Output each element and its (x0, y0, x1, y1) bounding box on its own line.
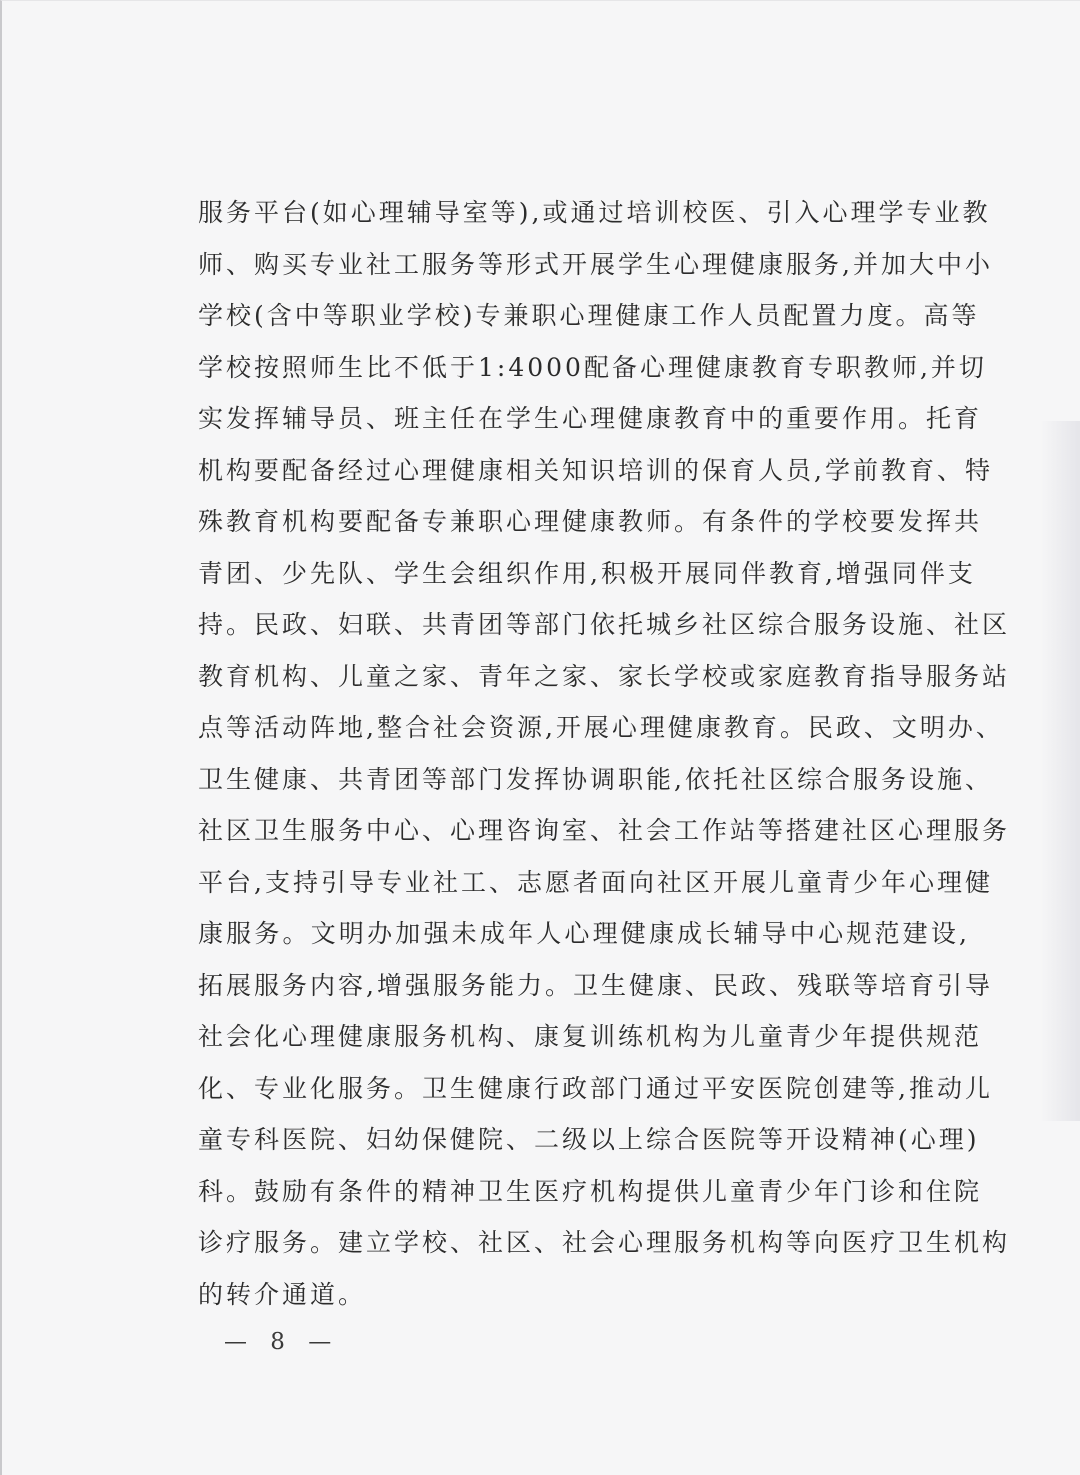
text-line: 诊疗服务。建立学校、社区、社会心理服务机构等向医疗卫生机构 (198, 1228, 1011, 1257)
text-line: 青团、少先队、学生会组织作用,积极开展同伴教育,增强同伴支 (198, 558, 976, 588)
text-line: 教育机构、儿童之家、青年之家、家长学校或家庭教育指导服务站 (198, 661, 1011, 691)
text-line: 平台,支持引导专业社工、志愿者面向社区开展儿童青少年心理健 (198, 867, 993, 897)
text-line: 学校(含中等职业学校)专兼职心理健康工作人员配置力度。高等 (198, 301, 980, 330)
text-line: 殊教育机构要配备专兼职心理健康教师。有条件的学校要发挥共 (198, 507, 983, 536)
text-line: 的转介通道。 (198, 1279, 367, 1309)
text-line: 社区卫生服务中心、心理咨询室、社会工作站等搭建社区心理服务 (198, 816, 1011, 845)
text-line: 社会化心理健康服务机构、康复训练机构为儿童青少年提供规范 (198, 1022, 983, 1051)
page-number: — 8 — (224, 1329, 340, 1355)
text-line: 实发挥辅导员、班主任在学生心理健康教育中的重要作用。托育 (198, 404, 983, 433)
text-line: 科。鼓励有条件的精神卫生医疗机构提供儿童青少年门诊和住院 (198, 1176, 983, 1206)
text-line: 学校按照师生比不低于1:4000配备心理健康教育专职教师,并切 (198, 352, 987, 382)
text-line: 服务平台(如心理辅导室等),或通过培训校医、引入心理学专业教 (198, 198, 991, 227)
text-line: 卫生健康、共青团等部门发挥协调职能,依托社区综合服务设施、 (198, 764, 993, 794)
body-paragraph (198, 187, 1011, 1320)
text-line: 康服务。文明办加强未成年人心理健康成长辅导中心规范建设, (198, 919, 970, 948)
text-line: 机构要配备经过心理健康相关知识培训的保育人员,学前教育、特 (198, 455, 993, 485)
text-line: 拓展服务内容,增强服务能力。卫生健康、民政、残联等培育引导 (198, 970, 993, 1000)
text-line: 童专科医院、妇幼保健院、二级以上综合医院等开设精神(心理) (198, 1125, 980, 1154)
text-line: 师、购买专业社工服务等形式开展学生心理健康服务,并加大中小 (198, 249, 993, 279)
text-line: 点等活动阵地,整合社会资源,开展心理健康教育。民政、文明办、 (198, 713, 1004, 742)
text-line: 化、专业化服务。卫生健康行政部门通过平安医院创建等,推动儿 (198, 1073, 993, 1103)
text-line: 持。民政、妇联、共青团等部门依托城乡社区综合服务设施、社区 (198, 610, 1011, 639)
